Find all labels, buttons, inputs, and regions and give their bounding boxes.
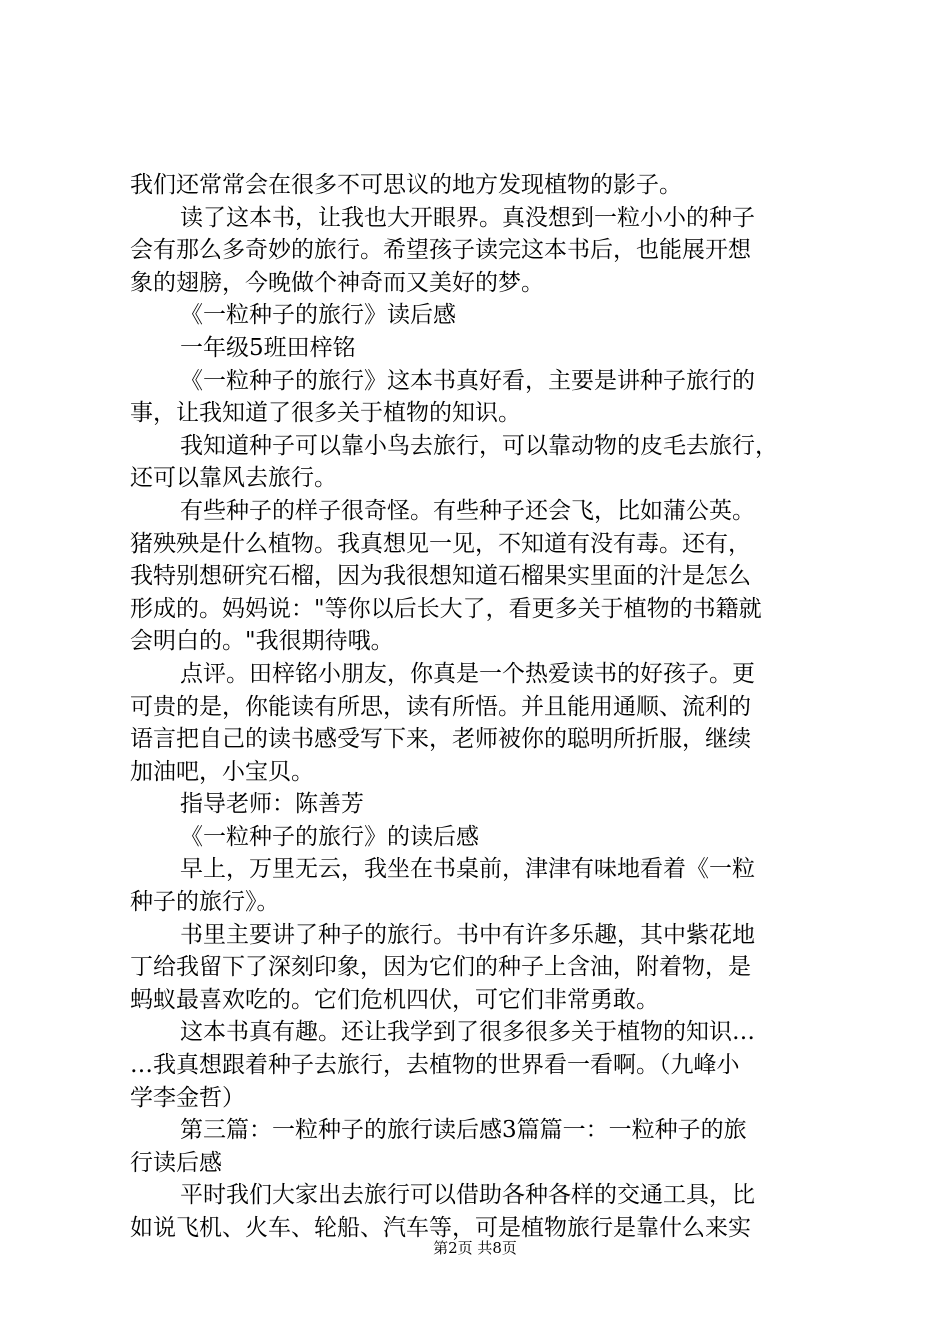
text-line: 指导老师：陈善芳	[180, 791, 364, 818]
text-line: 一年级5班田梓铭	[180, 334, 356, 361]
text-line: 《一粒种子的旅行》这本书真好看，主要是讲种子旅行的	[180, 367, 755, 394]
text-line: 形成的。妈妈说："等你以后长大了，看更多关于植物的书籍就	[130, 595, 762, 622]
text-line: 读了这本书，让我也大开眼界。真没想到一粒小小的种子	[180, 204, 755, 231]
text-line: 会有那么多奇妙的旅行。希望孩子读完这本书后，也能展开想	[130, 237, 751, 264]
text-line: 平时我们大家出去旅行可以借助各种各样的交通工具，比	[180, 1182, 755, 1209]
text-line: 我们还常常会在很多不可思议的地方发现植物的影子。	[130, 172, 682, 198]
text-line: 有些种子的样子很奇怪。有些种子还会飞，比如蒲公英。	[180, 497, 755, 524]
text-line: …我真想跟着种子去旅行，去植物的世界看一看啊。（九峰小	[130, 1052, 740, 1079]
text-line: 语言把自己的读书感受写下来，老师被你的聪明所折服，继续	[130, 726, 751, 753]
document-body	[130, 169, 833, 1245]
text-line: 我知道种子可以靠小鸟去旅行，可以靠动物的皮毛去旅行，	[180, 432, 778, 459]
text-line: 《一粒种子的旅行》的读后感	[180, 823, 479, 850]
text-line: 这本书真有趣。还让我学到了很多很多关于植物的知识…	[180, 1019, 755, 1046]
text-line: 种子的旅行》。	[130, 889, 280, 916]
text-line: 第三篇：一粒种子的旅行读后感3篇篇一：一粒种子的旅	[180, 1117, 747, 1144]
text-line: 蚂蚁最喜欢吃的。它们危机四伏，可它们非常勇敢。	[130, 986, 659, 1013]
text-line: 象的翅膀，今晚做个神奇而又美好的梦。	[130, 269, 544, 296]
text-line: 可贵的是，你能读有所思，读有所悟。并且能用通顺、流利的	[130, 693, 751, 720]
text-line: 早上，万里无云，我坐在书桌前，津津有味地看着《一粒	[180, 856, 755, 883]
page-footer: 第2页 共8页	[433, 1239, 517, 1257]
text-line: 学李金哲）	[130, 1084, 245, 1111]
text-line: 事，让我知道了很多关于植物的知识。	[130, 400, 521, 427]
text-line: 丁给我留下了深刻印象，因为它们的种子上含油，附着物，是	[130, 954, 751, 981]
text-line: 我特别想研究石榴，因为我很想知道石榴果实里面的汁是怎么	[130, 563, 751, 590]
text-line: 行读后感	[130, 1149, 222, 1176]
text-line: 《一粒种子的旅行》读后感	[180, 302, 456, 329]
text-line: 书里主要讲了种子的旅行。书中有许多乐趣，其中紫花地	[180, 921, 755, 948]
text-line: 还可以靠风去旅行。	[130, 465, 337, 492]
text-line: 会明白的。"我很期待哦。	[130, 628, 394, 655]
text-line: 如说飞机、火车、轮船、汽车等，可是植物旅行是靠什么来实	[130, 1215, 751, 1241]
text-line: 猪殃殃是什么植物。我真想见一见，不知道有没有毒。还有，	[130, 530, 751, 557]
text-line: 点评。田梓铭小朋友，你真是一个热爱读书的好孩子。更	[180, 660, 755, 687]
text-line: 加油吧，小宝贝。	[130, 758, 314, 785]
